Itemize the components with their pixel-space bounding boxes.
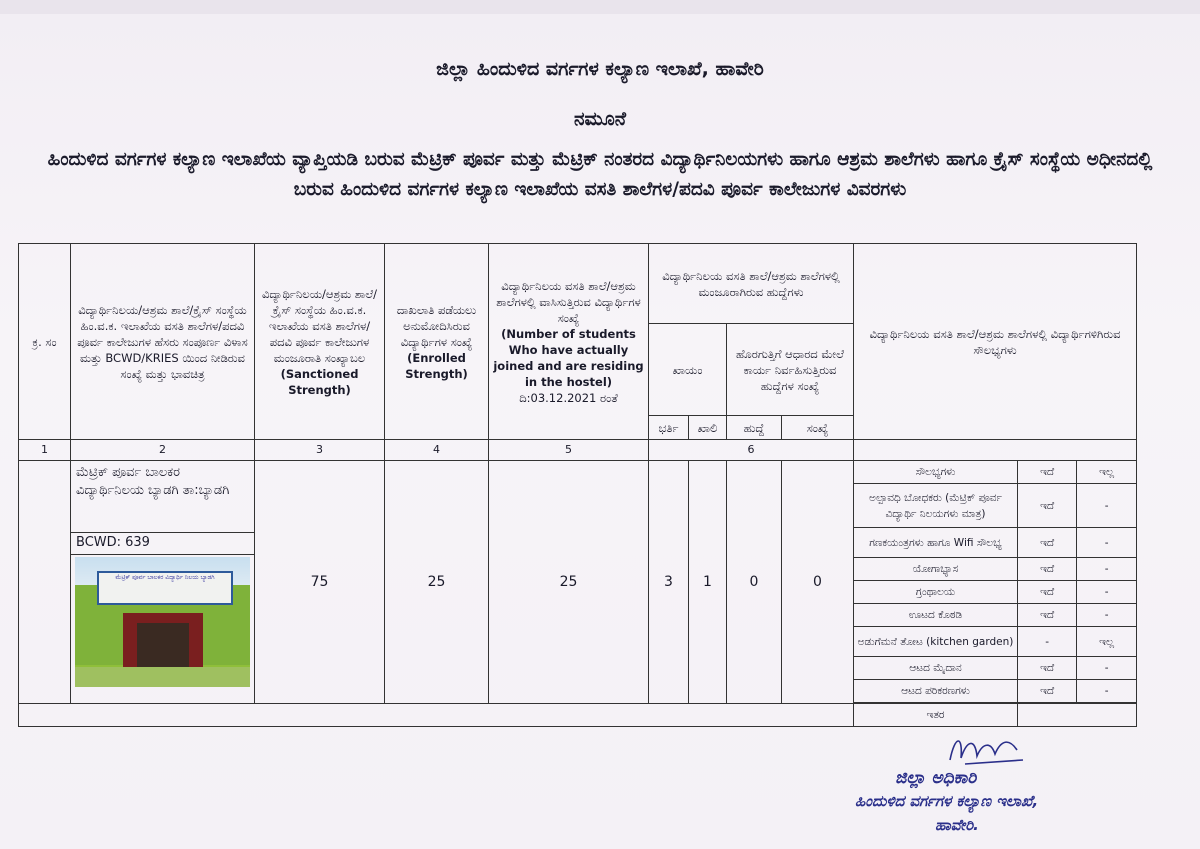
office-title: ಜಿಲ್ಲಾ ಹಿಂದುಳಿದ ವರ್ಗಗಳ ಕಲ್ಯಾಣ ಇಲಾಖೆ, ಹಾವೇರಿ (436, 58, 764, 80)
facilities-head-no: ಇಲ್ಲ (1077, 461, 1136, 484)
col-count-header: ಸಂಖ್ಯೆ (782, 416, 854, 440)
signature-scribble-icon (945, 730, 1025, 770)
other-facility-table (854, 704, 1136, 726)
serial-cell (19, 461, 71, 704)
facility-name: ಆಟದ ಮೈದಾನ (854, 657, 1017, 680)
facilities-head-yes: ಇದೆ (1017, 461, 1076, 484)
col-serial-header: ಕ್ರ. ಸಂ (19, 244, 71, 440)
table-row (19, 704, 1137, 727)
facility-yes: ಇದೆ (1017, 558, 1076, 581)
facility-no: ಇಲ್ಲ (1077, 627, 1136, 657)
facility-name: ಗ್ರಂಥಾಲಯ (854, 581, 1017, 604)
col-name-header: ವಿದ್ಯಾರ್ಥಿನಿಲಯ/ಆಶ್ರಮ ಶಾಲೆ/ಕ್ರೈಸ್ ಸಂಸ್ಥೆಯ ಹಿಂ.ವ.ಕ. ಇಲಾಖೆಯ ವಸತಿ ಶಾಲೆಗಳ/ಪದವಿ ಪೂರ್ವ ಕಾಲೇಜುಗಳ ಹೆಸರು ಸಂಪೂರ್ಣ ವಿಳಾಸ ಮತ್ತು BCWD/KRIES ಯಿಂದ ನೀಡಿರುವ ಸಂಖ್ಯೆ ಮತ್ತು ಭಾವಚಿತ್ರ (71, 244, 255, 440)
col-posts-header: ವಿದ್ಯಾರ್ಥಿನಿಲಯ ವಸತಿ ಶಾಲೆ/ಆಶ್ರಮ ಶಾಲೆಗಳಲ್ಲಿ ಮಂಜೂರಾಗಿರುವ ಹುದ್ದೆಗಳು (649, 244, 854, 324)
residing-value: 25 (489, 461, 649, 704)
signatory-department: ಹಿಂದುಳಿದ ವರ್ಗಗಳ ಕಲ್ಯಾಣ ಇಲಾಖೆ, (855, 792, 1039, 810)
facility-yes: - (1017, 627, 1076, 657)
hostel-photo (75, 557, 250, 687)
other-facility-cell (854, 704, 1137, 727)
facility-name: ಇತರ (854, 704, 1017, 726)
signature-block (840, 730, 1140, 840)
facility-no: - (1077, 657, 1136, 680)
col-outsourced-header: ಹೊರಗುತ್ತಿಗೆ ಆಧಾರದ ಮೇಲೆ ಕಾರ್ಯ ನಿರ್ವಹಿಸುತ್ತಿರುವ ಹುದ್ದೆಗಳ ಸಂಖ್ಯೆ (727, 324, 854, 416)
colnum-1: 1 (19, 440, 71, 461)
outsourced-post-value: 0 (727, 461, 782, 704)
col-filled-header: ಭರ್ತಿ (649, 416, 689, 440)
sanctioned-value: 75 (255, 461, 385, 704)
hostel-name: ಮೆಟ್ರಿಕ್ ಪೂರ್ವ ಬಾಲಕರ ವಿದ್ಯಾರ್ಥಿನಿಲಯ ಬ್ಯಾಡಗಿ ತಾ:ಬ್ಯಾಡಗಿ (71, 461, 254, 533)
bcwd-code: BCWD: 639 (71, 533, 254, 555)
facility-no: - (1077, 581, 1136, 604)
photo-signboard: ಮೆಟ್ರಿಕ್ ಪೂರ್ವ ಬಾಲಕರ ವಿದ್ಯಾರ್ಥಿ ನಿಲಯ ಬ್ಯಾಡಗಿ (97, 571, 233, 605)
colnum-5: 5 (489, 440, 649, 461)
facility-name: ಗಣಕಯಂತ್ರಗಳು ಹಾಗೂ Wifi ಸೌಲಭ್ಯ (854, 528, 1017, 558)
col-sanctioned-header: ವಿದ್ಯಾರ್ಥಿನಿಲಯ/ಆಶ್ರಮ ಶಾಲೆ/ಕ್ರೈಸ್ ಸಂಸ್ಥೆಯ ಹಿಂ.ವ.ಕ. ಇಲಾಖೆಯ ವಸತಿ ಶಾಲೆಗಳ/ಪದವಿ ಪೂರ್ವ ಕಾಲೇಜುಗಳ ಮಂಜೂರಾತಿ ಸಂಖ್ಯಾಬಲ (Sanctioned Strength) (255, 244, 385, 440)
outsourced-count-value: 0 (782, 461, 854, 704)
facility-name: ಊಟದ ಕೊಠಡಿ (854, 604, 1017, 627)
colnum-6: 6 (649, 440, 854, 461)
filled-value: 3 (649, 461, 689, 704)
signatory-place: ಹಾವೇರಿ. (935, 816, 979, 834)
col-enrolled-header: ದಾಖಲಾತಿ ಪಡೆಯಲು ಅನುಮೋದಿಸಿರುವ ವಿದ್ಯಾರ್ಥಿಗಳ ಸಂಖ್ಯೆ (Enrolled Strength) (385, 244, 489, 440)
facility-no: - (1077, 604, 1136, 627)
name-cell (71, 461, 255, 704)
facility-yes (1017, 704, 1076, 726)
facility-yes: ಇದೆ (1017, 680, 1076, 703)
colnum-2: 2 (71, 440, 255, 461)
subject-heading: ಹಿಂದುಳಿದ ವರ್ಗಗಳ ಕಲ್ಯಾಣ ಇಲಾಖೆಯ ವ್ಯಾಪ್ತಿಯಡಿ ಬರುವ ಮೆಟ್ರಿಕ್ ಪೂರ್ವ ಮತ್ತು ಮೆಟ್ರಿಕ್ ನಂತರದ ವಿದ್ಯಾರ್ಥಿನಿಲಯಗಳು ಹಾಗೂ ಆಶ್ರಮ ಶಾಲೆಗಳು ಹಾಗೂ ಕ್ರೈಸ್ ಸಂಸ್ಥೆಯ ಅಧೀನದಲ್ಲಿ ಬರುವ ಹಿಂದುಳಿದ ವರ್ಗಗಳ ಕಲ್ಯಾಣ ಇಲಾಖೆಯ ವಸತಿ ಶಾಲೆಗಳ/ಪದವಿ ಪೂರ್ವ ಕಾಲೇಜುಗಳ ವಿವರಗಳು (47, 149, 1153, 200)
signatory-designation: ಜಿಲ್ಲಾ ಅಧಿಕಾರಿ (895, 768, 977, 788)
colnum-4: 4 (385, 440, 489, 461)
facility-yes: ಇದೆ (1017, 581, 1076, 604)
facility-name: ಅಲ್ಪಾವಧಿ ಬೋಧಕರು (ಮೆಟ್ರಿಕ್ ಪೂರ್ವ ವಿದ್ಯಾರ್ಥಿ ನಿಲಯಗಳು ಮಾತ್ರ) (854, 484, 1017, 528)
form-label: ನಮೂನೆ (573, 108, 627, 130)
scan-edge (0, 0, 1200, 14)
facility-no (1077, 704, 1136, 726)
facilities-cell (854, 461, 1137, 704)
col-post-header: ಹುದ್ದೆ (727, 416, 782, 440)
facility-name: ಯೋಗಾಭ್ಯಾಸ (854, 558, 1017, 581)
facility-yes: ಇದೆ (1017, 484, 1076, 528)
col-vacant-header: ಖಾಲಿ (689, 416, 727, 440)
footer-blank-cell (19, 704, 854, 727)
colnum-3: 3 (255, 440, 385, 461)
facility-yes: ಇದೆ (1017, 604, 1076, 627)
table-row (19, 461, 1137, 704)
col-residing-header: ವಿದ್ಯಾರ್ಥಿನಿಲಯ ವಸತಿ ಶಾಲೆ/ಆಶ್ರಮ ಶಾಲೆಗಳಲ್ಲಿ ವಾಸಿಸುತ್ತಿರುವ ವಿದ್ಯಾರ್ಥಿಗಳ ಸಂಖ್ಯೆ (Number of students Who have actually joined and are residing in the hostel) ದಿ:03.12.2021 ರಂತೆ (489, 244, 649, 440)
facility-name: ಆಟದ ಪರಿಕರಣಗಳು (854, 680, 1017, 703)
colnum-7 (854, 440, 1137, 461)
facilities-table (854, 461, 1136, 703)
facility-no: - (1077, 558, 1136, 581)
facility-no: - (1077, 528, 1136, 558)
facilities-head-name: ಸೌಲಭ್ಯಗಳು (854, 461, 1017, 484)
facility-name: ಅಡುಗೆಮನೆ ತೋಟ (kitchen garden) (854, 627, 1017, 657)
facility-yes: ಇದೆ (1017, 657, 1076, 680)
vacant-value: 1 (689, 461, 727, 704)
enrolled-value: 25 (385, 461, 489, 704)
facility-no: - (1077, 680, 1136, 703)
col-facilities-header: ವಿದ್ಯಾರ್ಥಿನಿಲಯ ವಸತಿ ಶಾಲೆ/ಆಶ್ರಮ ಶಾಲೆಗಳಲ್ಲಿ ವಿದ್ಯಾರ್ಥಿಗಳಿಗಿರುವ ಸೌಲಭ್ಯಗಳು (854, 244, 1137, 440)
facility-yes: ಇದೆ (1017, 528, 1076, 558)
facility-no: - (1077, 484, 1136, 528)
hostel-details-table (18, 243, 1137, 727)
col-permanent-header: ಖಾಯಂ (649, 324, 727, 416)
